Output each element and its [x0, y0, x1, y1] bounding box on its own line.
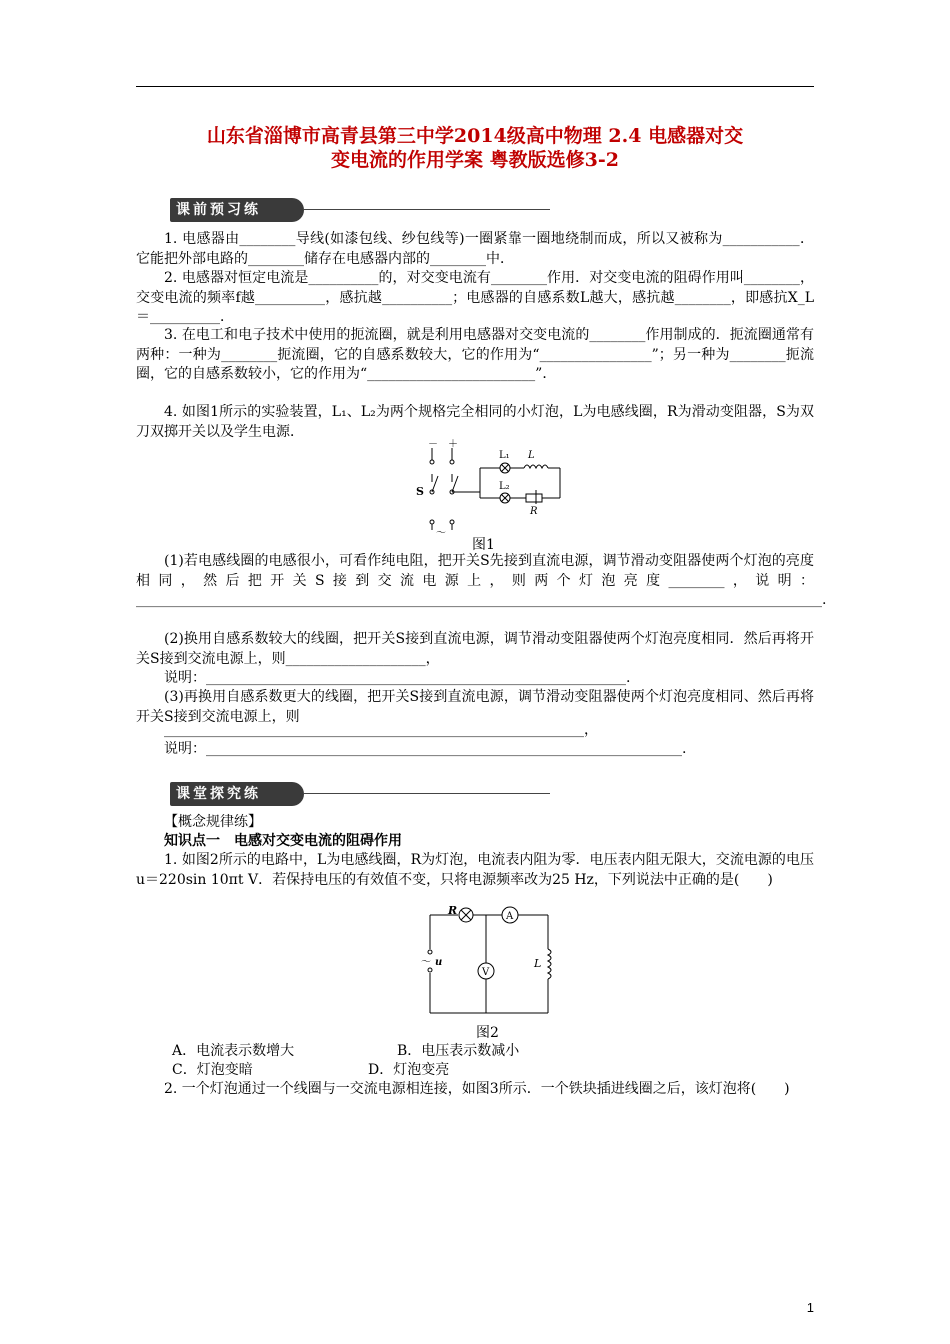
fig2-L: L [534, 957, 542, 970]
fig1-minus: － [428, 439, 438, 450]
pre-q4-3a: (3)再换用自感系数更大的线圈，把开关S接到直流电源，调节滑动变阻器使两个灯泡亮度相同、然后再将开关S接到交流电源上，则 [136, 689, 814, 725]
fig1-plus: ＋ [448, 439, 458, 450]
section-divider [304, 793, 550, 794]
option-b: B．电压表示数减小 [397, 1043, 520, 1059]
page-number: 1 [806, 1300, 814, 1315]
pre-q1: 1. 电感器由________导线(如漆包线、纱包线等)一圈紧靠一圈地绕制而成，所以又被称为___________．它能把外部电路的________储存在电感器内部的________中． [136, 231, 814, 267]
pre-q4: 4. 如图1所示的实验装置，L₁、L₂为两个规格完全相同的小灯泡，L为电感线圈，R为滑动变阻器，S为双刀双掷开关以及学生电源． [136, 404, 814, 440]
figure-2-caption: 图2 [476, 1025, 499, 1041]
title-line-1: 山东省淄博市高青县第三中学2014级高中物理 2.4 电感器对交 [206, 125, 744, 147]
pre-q4-3c: 说明：____________________________________________________________________. [164, 741, 687, 757]
figure-1-circuit [408, 438, 573, 538]
fig2-R: R [448, 905, 458, 917]
section-label: 课前预习练 [170, 198, 304, 222]
class-q1: 1. 如图2所示的电路中，L为电感线圈，R为灯泡，电流表内阻为零．电压表内阻无限大，交流电源的电压u＝220sin 10πt V．若保持电压的有效值不变，只将电源频率改为25 Hz，下列说法中正确的是( ) [136, 852, 814, 888]
knowledge-point: 知识点一 电感对交变电流的阻碍作用 [164, 833, 402, 849]
fig2-A: A [506, 911, 514, 922]
pre-q3: 3. 在电工和电子技术中使用的扼流圈，就是利用电感器对交变电流的________作用制成的．扼流圈通常有两种：一种为________扼流圈，它的自感系数较大，它的作用为“________________”；另一种为________扼流圈，它的自感系数较小，它的作用为“________________________”． [136, 327, 814, 382]
option-d: D．灯泡变亮 [368, 1062, 450, 1078]
pre-q4-3b: ____________________________________________________________， [164, 722, 598, 738]
pre-q4-2a: (2)换用自感系数较大的线圈，把开关S接到直流电源，调节滑动变阻器使两个灯泡亮度相同．然后再将开关S接到交流电源上，则____________________， [136, 631, 814, 667]
document-title [136, 124, 814, 172]
fig2-u: u [435, 957, 443, 968]
fig1-L2: L₂ [499, 481, 510, 492]
option-c: C．灯泡变暗 [172, 1062, 253, 1078]
top-rule [136, 86, 814, 87]
option-a: A．电流表示数增大 [172, 1043, 295, 1059]
class-q2: 2. 一个灯泡通过一个线圈与一交流电源相连接，如图3所示．一个铁块插进线圈之后，该灯泡将( ) [164, 1081, 790, 1097]
section-label: 课堂探究练 [170, 782, 304, 806]
figure-2-circuit [418, 905, 563, 1025]
fig1-ac: ～ [436, 528, 446, 538]
figure-1-caption: 图1 [472, 537, 495, 553]
fig2-ac: ～ [421, 957, 431, 968]
section-divider [304, 209, 550, 210]
pre-q2: 2. 电感器对恒定电流是__________的，对交变电流有________作用．对交变电流的阻碍作用叫________，交变电流的频率f越__________，感抗越__________；电感器的自感系数L越大，感抗越________，即感抗X_L＝__________． [136, 270, 814, 325]
class-heading: 【概念规律练】 [164, 814, 262, 830]
fig1-L: L [528, 450, 535, 461]
fig2-V: V [482, 967, 490, 978]
title-line-2: 变电流的作用学案 粤教版选修3-2 [331, 149, 619, 171]
pre-q4-1: (1)若电感线圈的电感很小，可看作纯电阻，把开关S先接到直流电源，调节滑动变阻器使两个灯泡的亮度相同，然后把开关S接到交流电源上，则两个灯泡亮度________，说明：__________________________________________________________________________________________________. [136, 553, 827, 608]
fig1-S: S [416, 485, 424, 498]
fig1-R: R [530, 506, 538, 517]
pre-q4-2b: 说明：____________________________________________________________. [164, 670, 631, 686]
fig1-L1: L₁ [499, 450, 510, 461]
